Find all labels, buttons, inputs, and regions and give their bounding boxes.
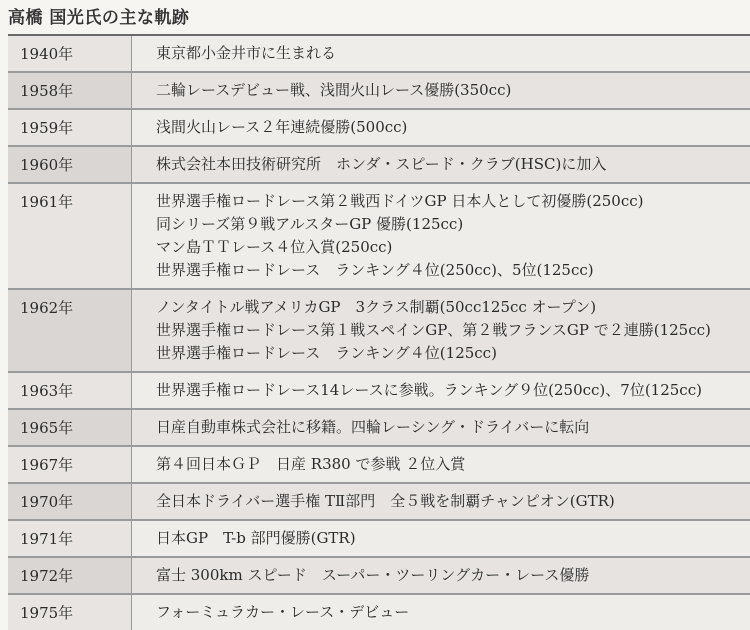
events-cell bbox=[132, 147, 750, 182]
year-cell: 1971年 bbox=[8, 521, 132, 556]
year-cell: 1959年 bbox=[8, 110, 132, 145]
event-text: フォーミュラカー・レース・デビュー bbox=[156, 603, 410, 621]
timeline-row bbox=[8, 110, 750, 147]
year-cell: 1970年 bbox=[8, 484, 132, 519]
year-cell: 1965年 bbox=[8, 410, 132, 445]
timeline-row bbox=[8, 595, 750, 630]
timeline-row bbox=[8, 184, 750, 290]
events-cell bbox=[132, 290, 750, 371]
events-cell bbox=[132, 36, 750, 71]
event-text: 世界選手権ロードレース ランキング４位(250cc)、5位(125cc) bbox=[156, 261, 594, 279]
year-cell: 1972年 bbox=[8, 558, 132, 593]
timeline-row bbox=[8, 147, 750, 184]
events-cell bbox=[132, 373, 750, 408]
events-cell bbox=[132, 447, 750, 482]
year-cell: 1958年 bbox=[8, 73, 132, 108]
timeline-row bbox=[8, 484, 750, 521]
year-cell: 1960年 bbox=[8, 147, 132, 182]
timeline-row bbox=[8, 410, 750, 447]
event-text: 二輪レースデビュー戦、浅間火山レース優勝(350cc) bbox=[156, 81, 512, 99]
timeline-row bbox=[8, 73, 750, 110]
timeline-table bbox=[8, 34, 750, 630]
event-text: 第４回日本ＧＰ 日産 R380 で参戦 ２位入賞 bbox=[156, 455, 466, 473]
event-text: 日本GP T-b 部門優勝(GTR) bbox=[156, 529, 356, 547]
year-cell: 1940年 bbox=[8, 36, 132, 71]
year-cell: 1963年 bbox=[8, 373, 132, 408]
timeline-row bbox=[8, 447, 750, 484]
event-text: マン島ＴＴレース４位入賞(250cc) bbox=[156, 238, 393, 256]
timeline-row bbox=[8, 373, 750, 410]
events-cell bbox=[132, 410, 750, 445]
events-cell bbox=[132, 484, 750, 519]
events-cell bbox=[132, 521, 750, 556]
timeline-row bbox=[8, 521, 750, 558]
page-title: 高橋 国光氏の主な軌跡 bbox=[8, 8, 190, 28]
events-cell bbox=[132, 595, 750, 630]
events-cell bbox=[132, 184, 750, 288]
timeline-row bbox=[8, 290, 750, 373]
event-text: 同シリーズ第９戦アルスターGP 優勝(125cc) bbox=[156, 215, 464, 233]
year-cell: 1975年 bbox=[8, 595, 132, 630]
event-text: 株式会社本田技術研究所 ホンダ・スピード・クラブ(HSC)に加入 bbox=[156, 155, 607, 173]
event-text: 富士 300km スピード スーパー・ツーリングカー・レース優勝 bbox=[156, 566, 590, 584]
year-cell: 1967年 bbox=[8, 447, 132, 482]
event-text: 日産自動車株式会社に移籍。四輪レーシング・ドライバーに転向 bbox=[156, 418, 590, 436]
timeline-row bbox=[8, 36, 750, 73]
event-text: 全日本ドライバー選手権 TⅡ部門 全５戦を制覇チャンピオン(GTR) bbox=[156, 492, 615, 510]
event-text: 浅間火山レース２年連続優勝(500cc) bbox=[156, 118, 408, 136]
timeline-row bbox=[8, 558, 750, 595]
events-cell bbox=[132, 110, 750, 145]
events-cell bbox=[132, 558, 750, 593]
events-cell bbox=[132, 73, 750, 108]
event-text: 東京都小金井市に生まれる bbox=[156, 44, 337, 62]
event-text: 世界選手権ロードレース14レースに参戦。ランキング９位(250cc)、7位(125cc) bbox=[156, 381, 702, 399]
event-text: 世界選手権ロードレース ランキング４位(125cc) bbox=[156, 344, 497, 362]
year-cell: 1961年 bbox=[8, 184, 132, 288]
event-text: ノンタイトル戦アメリカGP 3クラス制覇(50cc125cc オープン) bbox=[156, 298, 597, 316]
event-text: 世界選手権ロードレース第２戦西ドイツGP 日本人として初優勝(250cc) bbox=[156, 192, 644, 210]
year-cell: 1962年 bbox=[8, 290, 132, 371]
event-text: 世界選手権ロードレース第１戦スペインGP、第２戦フランスGP で２連勝(125cc) bbox=[156, 321, 711, 339]
